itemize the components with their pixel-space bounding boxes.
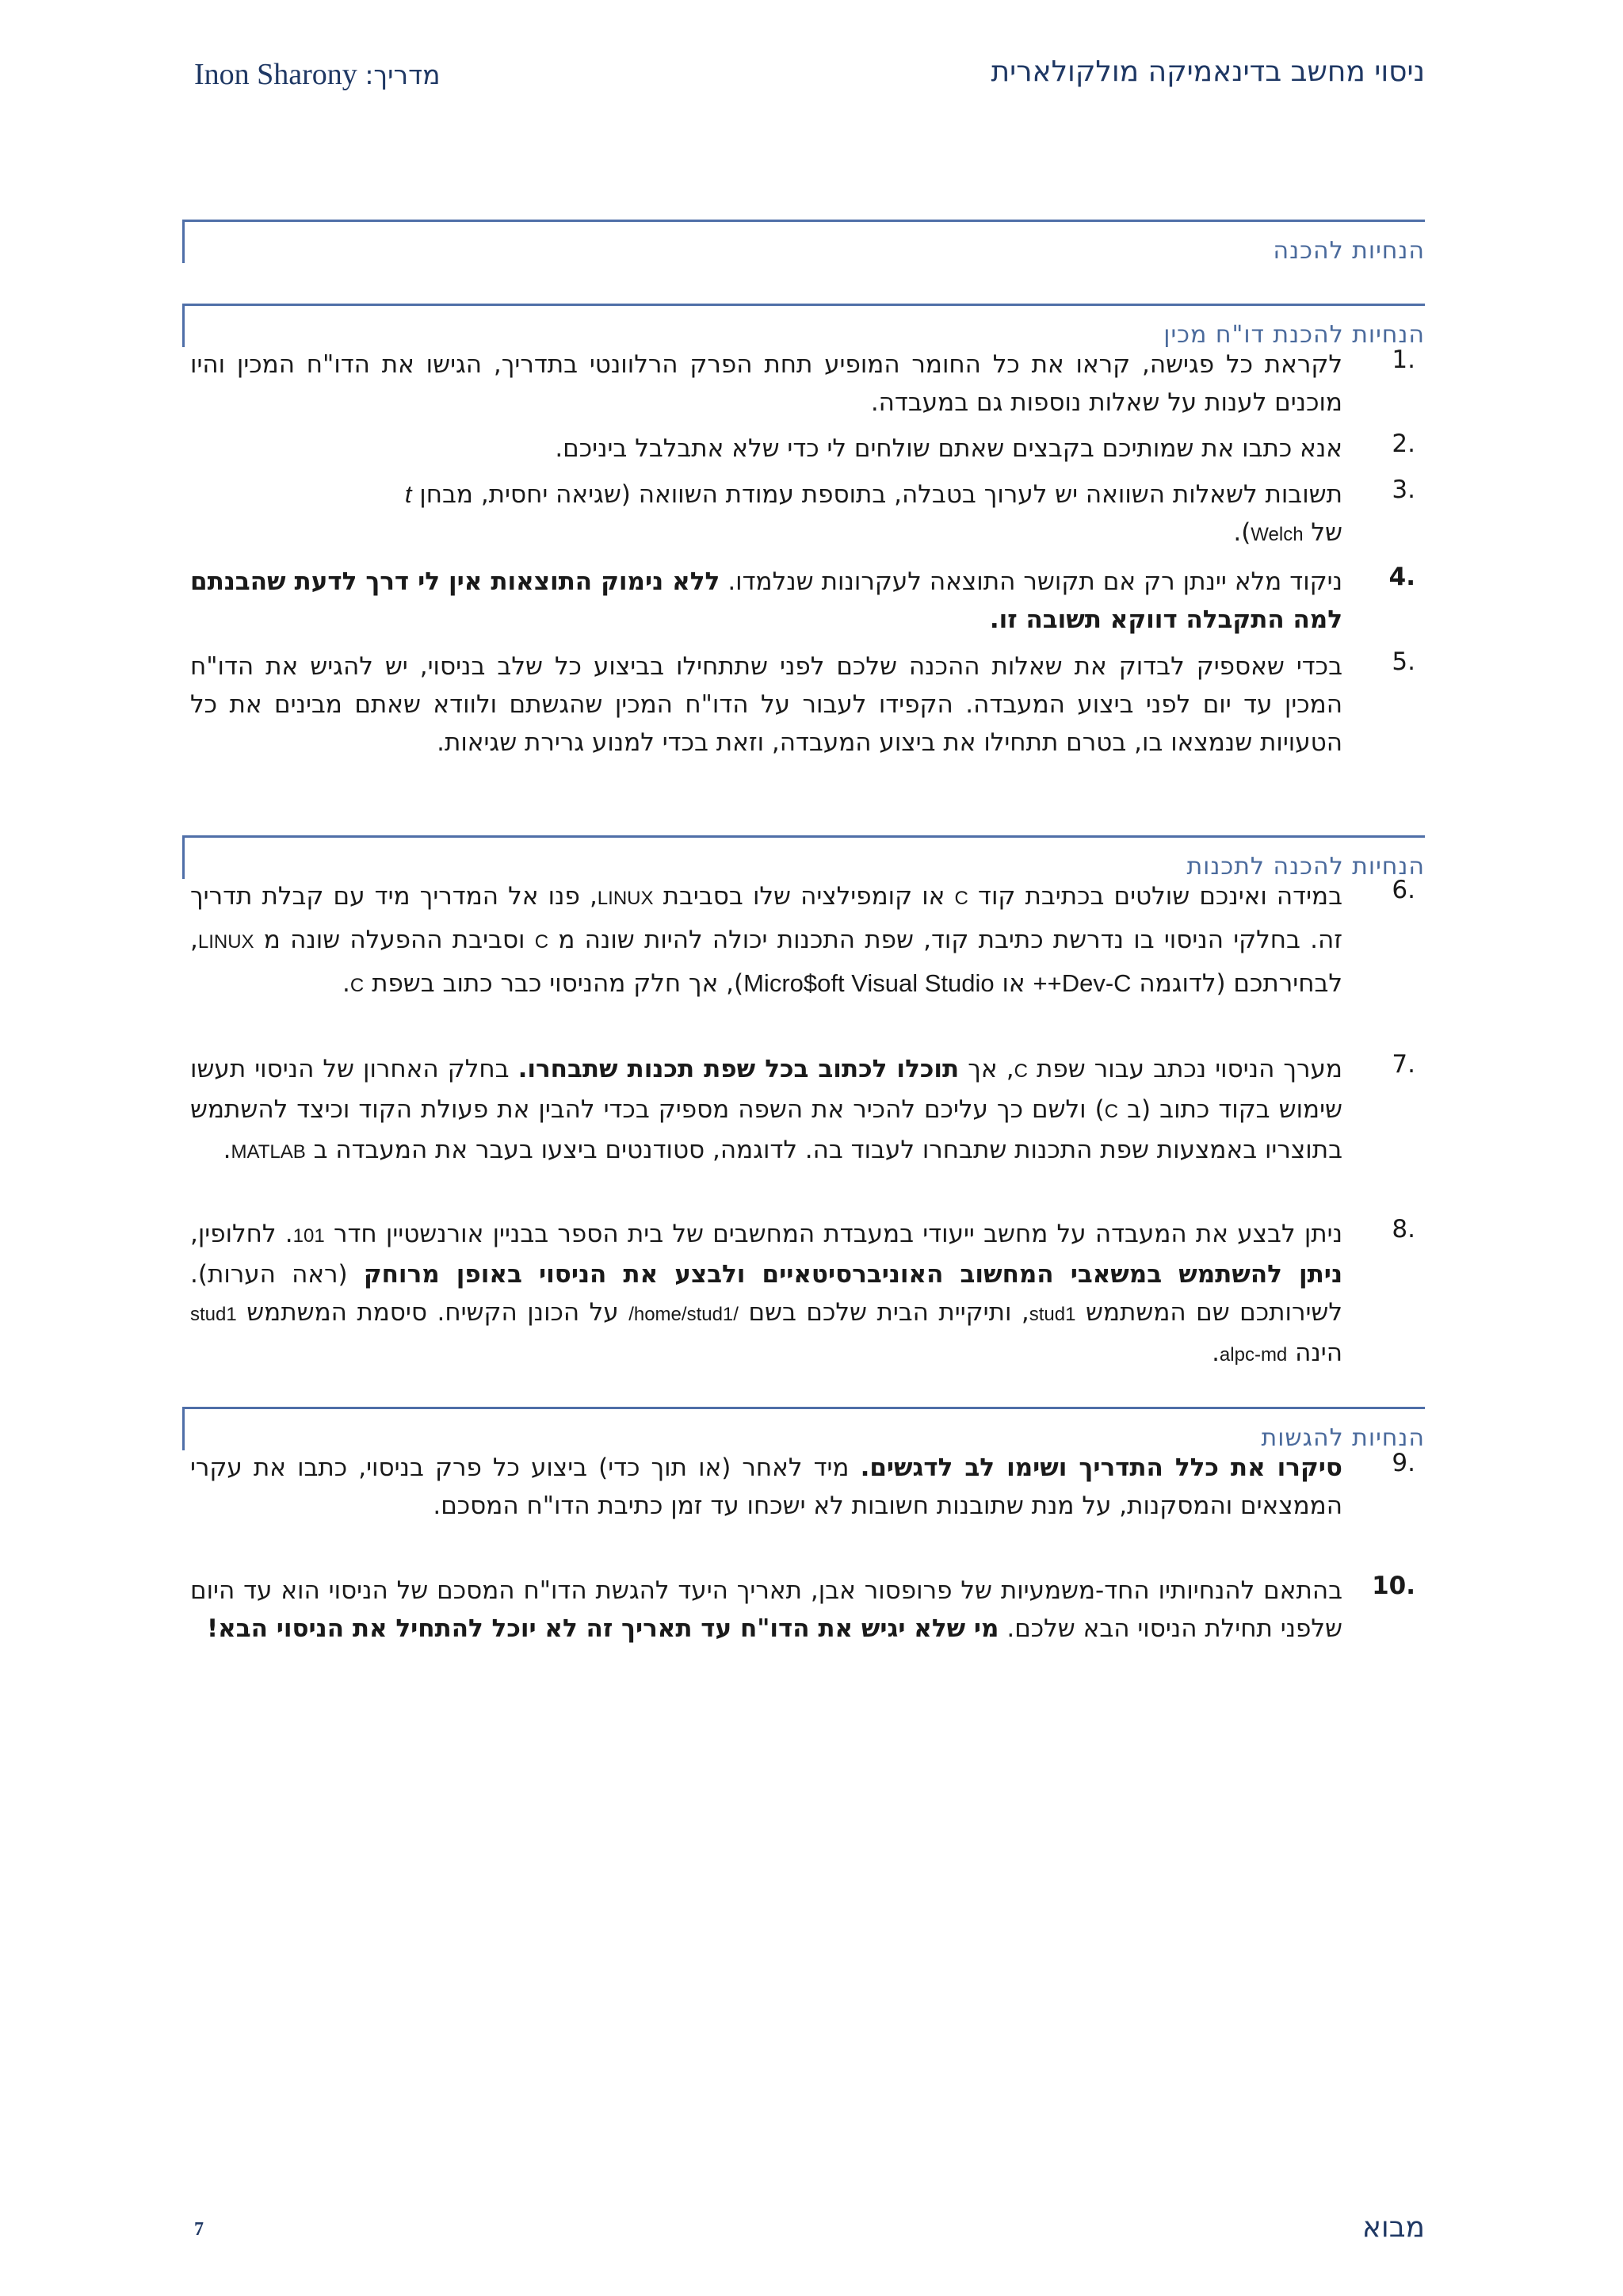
- section-heading-prelab-report: הנחיות להכנת דו"ח מכין: [182, 304, 1425, 347]
- list-item: 10. בהתאם להנחיותיו החד-משמעיות של פרופסור אבן, תאריך היעד להגשת הדו"ח המסכם של הניסוי הוא עד היום שלפני תחילת הניסוי הבא שלכם. מי שלא יגיש את הדו"ח עד תאריך זה לא יוכל להתחיל את הניסוי הבא!: [190, 1572, 1415, 1643]
- section-heading-submissions: הנחיות להגשות: [182, 1407, 1425, 1450]
- page-number: 7: [194, 2219, 204, 2240]
- course-title: ניסוי מחשב בדינאמיקה מולקולארית: [991, 55, 1425, 88]
- list-item: 8. ניתן לבצע את המעבדה על מחשב ייעודי במעבדת המחשבים של בית הספר בבניין אורנשטיין חדר 101. לחלופין, ניתן להשתמש במשאבי המחשוב האוניברסיטאיים ולבצע את הניסוי באופן מרוחק (ראה הערות). לשירותכם שם המשתמש stud1, ותיקיית הבית שלכם בשם /home/stud1/ על הכונן הקשיח. סיסמת המשתמש stud1 הינה alpc-md.: [190, 1215, 1415, 1367]
- instructor-header: [194, 57, 441, 92]
- chapter-name: מבוא: [1361, 2211, 1425, 2244]
- submission-list: [190, 1449, 1415, 1648]
- list-item: 5. בכדי שאספיק לבדוק את שאלות ההכנה שלכם לפני שתתחילו בביצוע כל שלב בניסוי, יש להגיש את הדו"ח המכין עד יום לפני ביצוע המעבדה. הקפידו לעבור על הדו"ח המכין שהגשתם ולוודא שאתם מבינים את כל הטעויות שנמצאו בו, בטרם תתחילו את ביצוע המעבדה, וזאת בכדי למנוע גרירת שגיאות.: [190, 648, 1415, 757]
- section-heading-programming: הנחיות להכנה לתכנות: [182, 835, 1425, 879]
- list-item: 7. מערך הניסוי נכתב עבור שפת C, אך תוכלו לכתוב בכל שפת תכנות שתבחרו. בחלק האחרון של הניסוי תעשו שימוש בקוד כתוב (ב C) ולשם כך עליכם להכיר את השפה מספיק בכדי להבין את פעולת הקוד וכיצד להשתמש בתוצריו באמצעות שפת התכנות שתבחרו לעבוד בה. לדוגמה, סטודנטים ביצעו בעבר את המעבדה ב MATLAB.: [190, 1050, 1415, 1164]
- programming-prep-list: [190, 876, 1415, 1374]
- list-item: 2. אנא כתבו את שמותיכם בקבצים שאתם שולחים לי כדי שלא אתבלבל ביניכם.: [555, 430, 1415, 463]
- instructor-role: מדריך:: [365, 59, 441, 90]
- prelab-report-list: [190, 346, 1415, 762]
- list-item: 4. ניקוד מלא יינתן רק אם תקושר התוצאה לעקרונות שנלמדו. ללא נימוק התוצאות אין לי דרך לדעת שהבנתם למה התקבלה דווקא תשובה זו.: [190, 563, 1415, 634]
- list-item: 6. במידה ואינכם שולטים בכתיבת קוד C או קומפילציה שלו בסביבת LINUX, פנו אל המדריך מיד עם קבלת תדריך זה. בחלקי הניסוי בו נדרשת כתיבת קוד, שפת התכנות יכולה להיות שונה מ C וסביבת ההפעלה שונה מ LINUX, לבחירתכם (לדוגמה Dev-C++ או Micro$oft Visual Studio), אך חלק מהניסוי כבר כתוב בשפת C.: [190, 876, 1415, 998]
- instructor-name: Inon Sharony: [194, 58, 357, 91]
- list-item: 3. תשובות לשאלות השוואה יש לערוך בטבלה, בתוספת עמודת השוואה (שגיאה יחסית, מבחן t של Welch).: [404, 476, 1415, 547]
- list-item: 1. לקראת כל פגישה, קראו את כל החומר המופיע תחת הפרק הרלוונטי בתדריך, הגישו את הדו"ח המכין והיו מוכנים לענות על שאלות נוספות גם במעבדה.: [190, 346, 1415, 417]
- list-item: 9. סיקרו את כלל התדריך ושימו לב לדגשים. מיד לאחר (או תוך כדי) ביצוע כל פרק בניסוי, כתבו את עקרי הממצאים והמסקנות, על מנת שתובנות חשובות לא ישכחו עד זמן כתיבת הדו"ח המסכם.: [190, 1449, 1415, 1520]
- section-heading-preparation: הנחיות להכנה: [182, 220, 1425, 263]
